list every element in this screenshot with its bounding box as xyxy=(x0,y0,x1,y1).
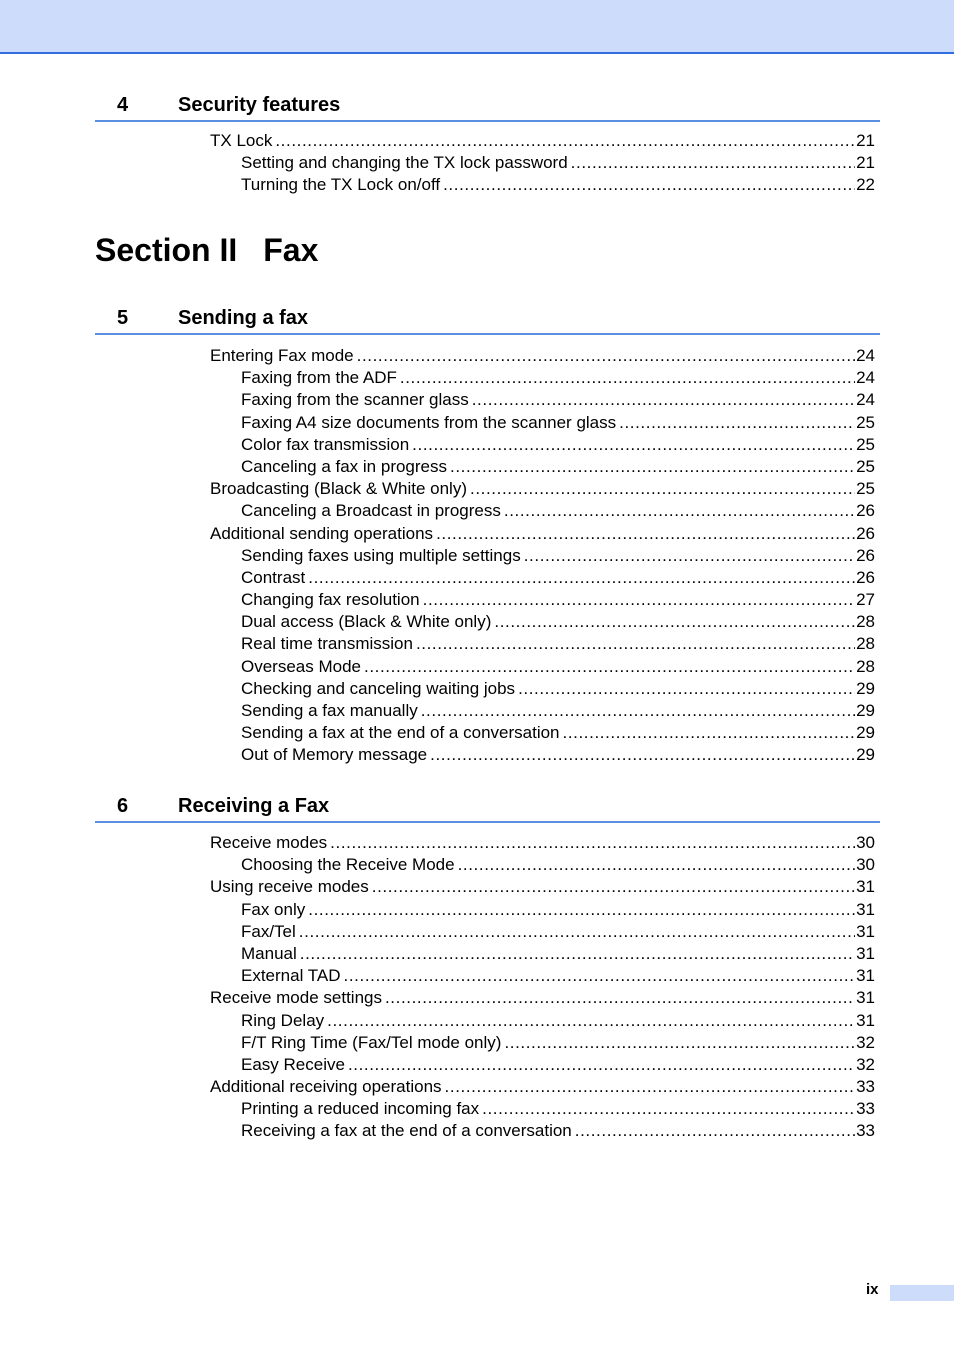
toc-entry-page: 31 xyxy=(856,943,875,963)
toc-entry-page: 31 xyxy=(856,966,875,986)
toc-entry-label: F/T Ring Time (Fax/Tel mode only) xyxy=(241,1032,502,1052)
toc-entry-page: 24 xyxy=(856,390,875,410)
toc-entry-page: 31 xyxy=(856,877,875,897)
toc-entry-label: Entering Fax mode xyxy=(210,346,354,365)
toc-entry-label: Receive modes xyxy=(210,833,328,852)
toc-entry-page: 21 xyxy=(856,153,875,173)
toc-entry[interactable] xyxy=(210,130,875,152)
toc-entry-label: Broadcasting (Black & White only) xyxy=(210,479,467,499)
toc-entry[interactable] xyxy=(210,523,875,545)
toc-entry-label: External TAD xyxy=(241,966,341,986)
dot-leader xyxy=(299,921,855,943)
toc-entry-label: Sending a fax at the end of a conversation xyxy=(241,723,560,743)
toc-entry-label: Color fax transmission xyxy=(241,434,410,454)
toc-entry[interactable] xyxy=(210,876,875,898)
toc-entry-label: Fax only xyxy=(241,899,306,919)
toc-entry-page: 28 xyxy=(856,634,875,654)
toc-entry-label: Canceling a fax in progress xyxy=(241,456,448,476)
toc-entry-page: 25 xyxy=(856,434,875,454)
toc-entry-label: Manual xyxy=(241,943,297,963)
toc-entry-page: 27 xyxy=(856,590,875,610)
toc-entry[interactable] xyxy=(210,345,875,367)
dot-leader xyxy=(436,523,855,545)
chapter-heading xyxy=(95,303,880,335)
toc-entry-page: 29 xyxy=(856,745,875,765)
toc-entry[interactable] xyxy=(210,987,875,1009)
chapter-heading xyxy=(95,791,880,823)
toc-entry-page: 33 xyxy=(856,1099,875,1119)
chapter-title: Security features xyxy=(178,94,341,116)
dot-leader xyxy=(504,500,855,522)
toc-entry[interactable] xyxy=(241,722,875,744)
toc-entry-page: 28 xyxy=(856,612,875,632)
toc-entry-page: 33 xyxy=(856,1077,875,1097)
toc-entry[interactable] xyxy=(241,854,875,876)
toc-entry-page: 21 xyxy=(856,131,875,150)
toc-entry[interactable] xyxy=(241,700,875,722)
dot-leader xyxy=(348,1054,855,1076)
toc-entry[interactable] xyxy=(241,678,875,700)
dot-leader xyxy=(330,832,855,854)
toc-entry[interactable] xyxy=(241,567,875,589)
dot-leader xyxy=(300,943,855,965)
chapter-title: Sending a fax xyxy=(178,307,309,329)
chapter-title: Receiving a Fax xyxy=(178,795,330,817)
dot-leader xyxy=(470,478,855,500)
dot-leader xyxy=(400,367,855,389)
toc-list xyxy=(0,345,954,767)
toc-entry-page: 22 xyxy=(856,175,875,195)
dot-leader xyxy=(357,345,855,367)
toc-entry-label: Real time transmission xyxy=(241,634,413,654)
toc-entry-page: 28 xyxy=(856,656,875,676)
chapter-number: 6 xyxy=(117,795,129,817)
toc-entry-label: Turning the TX Lock on/off xyxy=(241,175,441,195)
toc-entry-label: Checking and canceling waiting jobs xyxy=(241,678,516,698)
toc-entry[interactable] xyxy=(241,545,875,567)
dot-leader xyxy=(430,744,855,766)
toc-entry-label: Out of Memory message xyxy=(241,745,428,765)
toc-entry-page: 25 xyxy=(856,456,875,476)
toc-entry[interactable] xyxy=(241,456,875,478)
toc-entry-label: Sending faxes using multiple settings xyxy=(241,545,521,565)
chapter-number: 4 xyxy=(117,94,129,116)
toc-entry[interactable] xyxy=(241,943,875,965)
toc-entry-label: Easy Receive xyxy=(241,1054,345,1074)
toc-entry-label: Receive mode settings xyxy=(210,988,382,1008)
toc-entry[interactable] xyxy=(241,367,875,389)
dot-leader xyxy=(308,567,855,589)
toc-entry-page: 31 xyxy=(856,1010,875,1030)
toc-entry-label: Ring Delay xyxy=(241,1010,325,1030)
dot-leader xyxy=(518,678,855,700)
dot-leader xyxy=(412,434,855,456)
toc-entry-page: 26 xyxy=(856,501,875,521)
section-label: Section II xyxy=(95,232,238,268)
toc-entry[interactable] xyxy=(241,152,875,174)
toc-entry-label: Fax/Tel xyxy=(241,921,296,941)
toc-entry[interactable] xyxy=(210,832,875,854)
toc-entry[interactable] xyxy=(241,434,875,456)
dot-leader xyxy=(482,1098,855,1120)
toc-entry[interactable] xyxy=(241,412,875,434)
dot-leader xyxy=(364,656,855,678)
page-number: ix xyxy=(866,1281,879,1298)
toc-entry[interactable] xyxy=(241,611,875,633)
toc-entry-page: 24 xyxy=(856,368,875,388)
toc-entry-label: Contrast xyxy=(241,567,306,587)
toc-entry[interactable] xyxy=(241,899,875,921)
toc-entry-page: 24 xyxy=(856,346,875,365)
dot-leader xyxy=(619,412,855,434)
toc-entry[interactable] xyxy=(241,1054,875,1076)
toc-entry-label: Dual access (Black & White only) xyxy=(241,612,492,632)
toc-entry[interactable] xyxy=(241,744,875,766)
toc-entry[interactable] xyxy=(241,500,875,522)
toc-entry-page: 30 xyxy=(856,833,875,852)
toc-entry-label: Canceling a Broadcast in progress xyxy=(241,501,501,521)
toc-entry[interactable] xyxy=(241,589,875,611)
toc-entry-page: 29 xyxy=(856,701,875,720)
footer-tab xyxy=(890,1285,954,1301)
toc-entry[interactable] xyxy=(210,478,875,500)
dot-leader xyxy=(372,876,855,898)
dot-leader xyxy=(575,1120,855,1142)
dot-leader xyxy=(445,1076,856,1098)
chapter-number: 5 xyxy=(117,307,129,329)
dot-leader xyxy=(472,389,855,411)
dot-leader xyxy=(450,456,855,478)
toc-entry-label: Overseas Mode xyxy=(241,656,361,676)
toc-entry-label: Setting and changing the TX lock password xyxy=(241,153,568,173)
dot-leader xyxy=(344,965,856,987)
toc-entry-label: Additional sending operations xyxy=(210,523,434,543)
toc-entry-page: 29 xyxy=(856,723,875,743)
dot-leader xyxy=(504,1032,855,1054)
dot-leader xyxy=(327,1010,855,1032)
dot-leader xyxy=(416,633,855,655)
toc-entry-page: 25 xyxy=(856,412,875,432)
toc-entry-label: Printing a reduced incoming fax xyxy=(241,1099,480,1119)
toc-entry-label: Faxing A4 size documents from the scanner glass xyxy=(241,412,617,432)
toc-entry[interactable] xyxy=(210,1076,875,1098)
toc-entry-page: 25 xyxy=(856,479,875,499)
chapter-heading xyxy=(95,90,880,122)
toc-list xyxy=(0,130,954,197)
toc-entry-label: Choosing the Receive Mode xyxy=(241,855,455,875)
toc-entry-label: Using receive modes xyxy=(210,877,369,897)
section-heading xyxy=(95,232,318,269)
toc-entry-label: Faxing from the ADF xyxy=(241,368,397,388)
toc-entry[interactable] xyxy=(241,1120,875,1142)
dot-leader xyxy=(443,174,855,196)
toc-entry[interactable] xyxy=(241,174,875,196)
toc-entry[interactable] xyxy=(241,633,875,655)
toc-entry[interactable] xyxy=(241,1032,875,1054)
toc-entry-label: Sending a fax manually xyxy=(241,701,418,720)
toc-entry[interactable] xyxy=(241,1098,875,1120)
toc-entry-label: Additional receiving operations xyxy=(210,1077,442,1097)
toc-entry-page: 31 xyxy=(856,899,875,919)
toc-entry[interactable] xyxy=(241,656,875,678)
header-band xyxy=(0,0,954,54)
dot-leader xyxy=(458,854,856,876)
toc-entry-page: 30 xyxy=(856,855,875,875)
toc-entry-page: 31 xyxy=(856,988,875,1008)
toc-entry[interactable] xyxy=(241,965,875,987)
toc-entry-page: 32 xyxy=(856,1032,875,1052)
dot-leader xyxy=(385,987,855,1009)
toc-entry-page: 26 xyxy=(856,567,875,587)
toc-entry-label: TX Lock xyxy=(210,131,273,150)
dot-leader xyxy=(308,899,855,921)
dot-leader xyxy=(421,700,855,722)
toc-entry-page: 26 xyxy=(856,523,875,543)
toc-entry-label: Faxing from the scanner glass xyxy=(241,390,469,410)
toc-entry[interactable] xyxy=(241,389,875,411)
dot-leader xyxy=(494,611,855,633)
toc-entry-label: Receiving a fax at the end of a conversation xyxy=(241,1121,572,1141)
dot-leader xyxy=(563,722,856,744)
toc-list xyxy=(0,832,954,1143)
toc-entry-page: 33 xyxy=(856,1121,875,1141)
dot-leader xyxy=(571,152,855,174)
toc-entry-label: Changing fax resolution xyxy=(241,590,420,610)
dot-leader xyxy=(275,130,855,152)
dot-leader xyxy=(524,545,855,567)
section-title: Fax xyxy=(263,232,319,268)
toc-entry-page: 26 xyxy=(856,545,875,565)
dot-leader xyxy=(423,589,855,611)
toc-entry-page: 31 xyxy=(856,921,875,941)
toc-entry[interactable] xyxy=(241,921,875,943)
toc-entry-page: 29 xyxy=(856,678,875,698)
toc-entry-page: 32 xyxy=(856,1054,875,1074)
toc-entry[interactable] xyxy=(241,1010,875,1032)
